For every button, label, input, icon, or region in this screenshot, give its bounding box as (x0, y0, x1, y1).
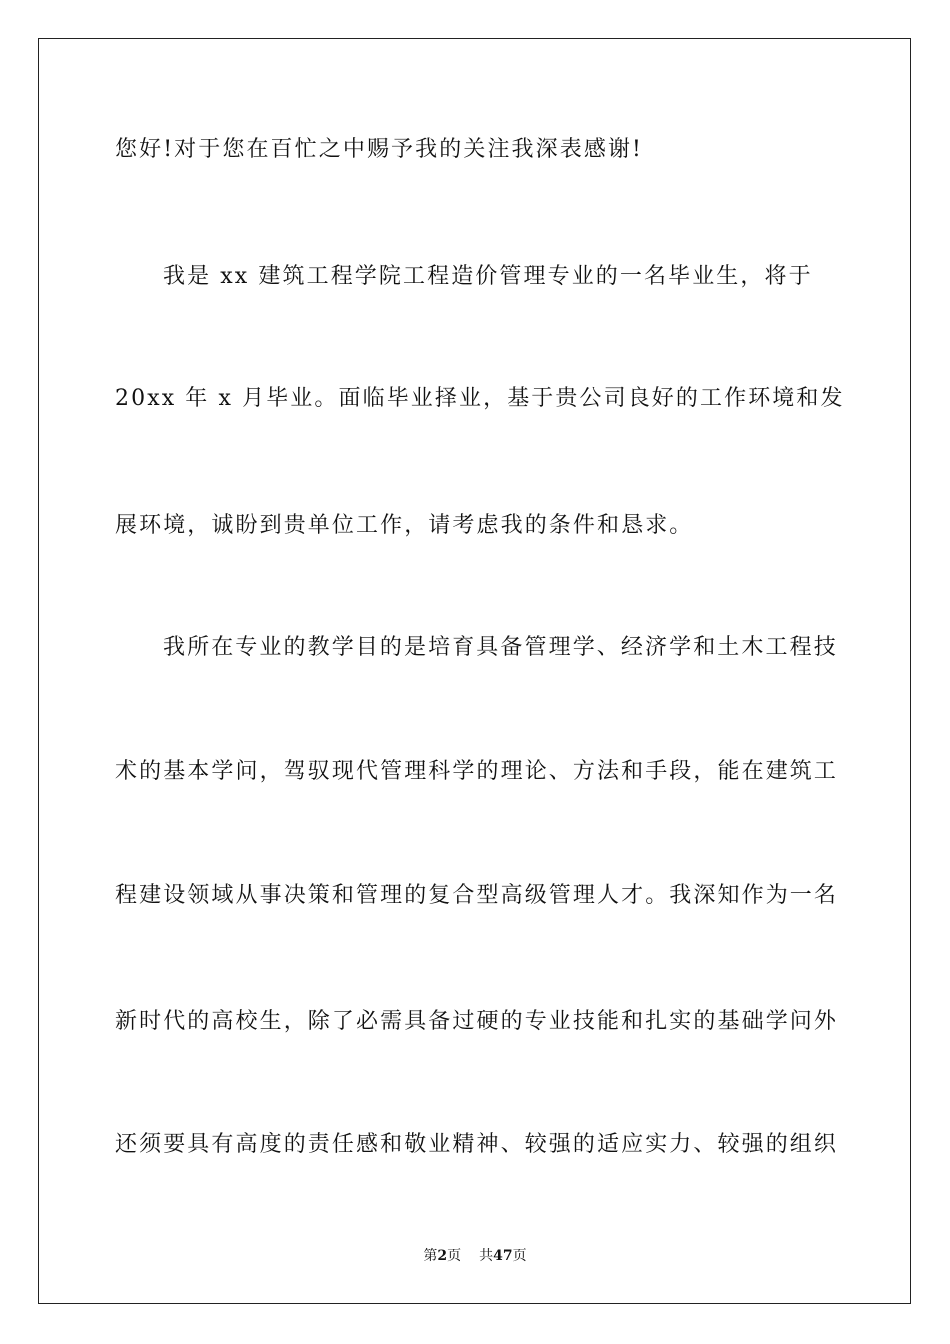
text-line-6: 术的基本学问，驾驭现代管理科学的理论、方法和手段，能在建筑工 (115, 759, 839, 784)
text-line-5: 我所在专业的教学目的是培育具备管理学、经济学和土木工程技 (163, 635, 838, 660)
text-line-9: 还须要具有高度的责任感和敬业精神、较强的适应实力、较强的组织 (115, 1132, 839, 1157)
text-line-3: 20xx 年 x 月毕业。面临毕业择业，基于贵公司良好的工作环境和发 (115, 386, 845, 411)
page-number: 2 (437, 1248, 448, 1264)
text-line-4: 展环境，诚盼到贵单位工作，请考虑我的条件和恳求。 (115, 513, 694, 538)
page-footer (0, 1246, 950, 1266)
text-line-7: 程建设领域从事决策和管理的复合型高级管理人才。我深知作为一名 (115, 883, 839, 908)
page-prefix: 第 (423, 1248, 438, 1264)
page-suffix: 页 (447, 1248, 462, 1264)
total-suffix: 页 (512, 1248, 527, 1264)
text-line-8: 新时代的高校生，除了必需具备过硬的专业技能和扎实的基础学问外 (115, 1009, 839, 1034)
document-page (38, 38, 911, 1304)
total-prefix: 共 (479, 1248, 494, 1264)
text-line-1: 您好!对于您在百忙之中赐予我的关注我深表感谢! (115, 137, 643, 162)
total-pages: 47 (493, 1248, 513, 1264)
text-line-2: 我是 xx 建筑工程学院工程造价管理专业的一名毕业生，将于 (163, 264, 813, 289)
